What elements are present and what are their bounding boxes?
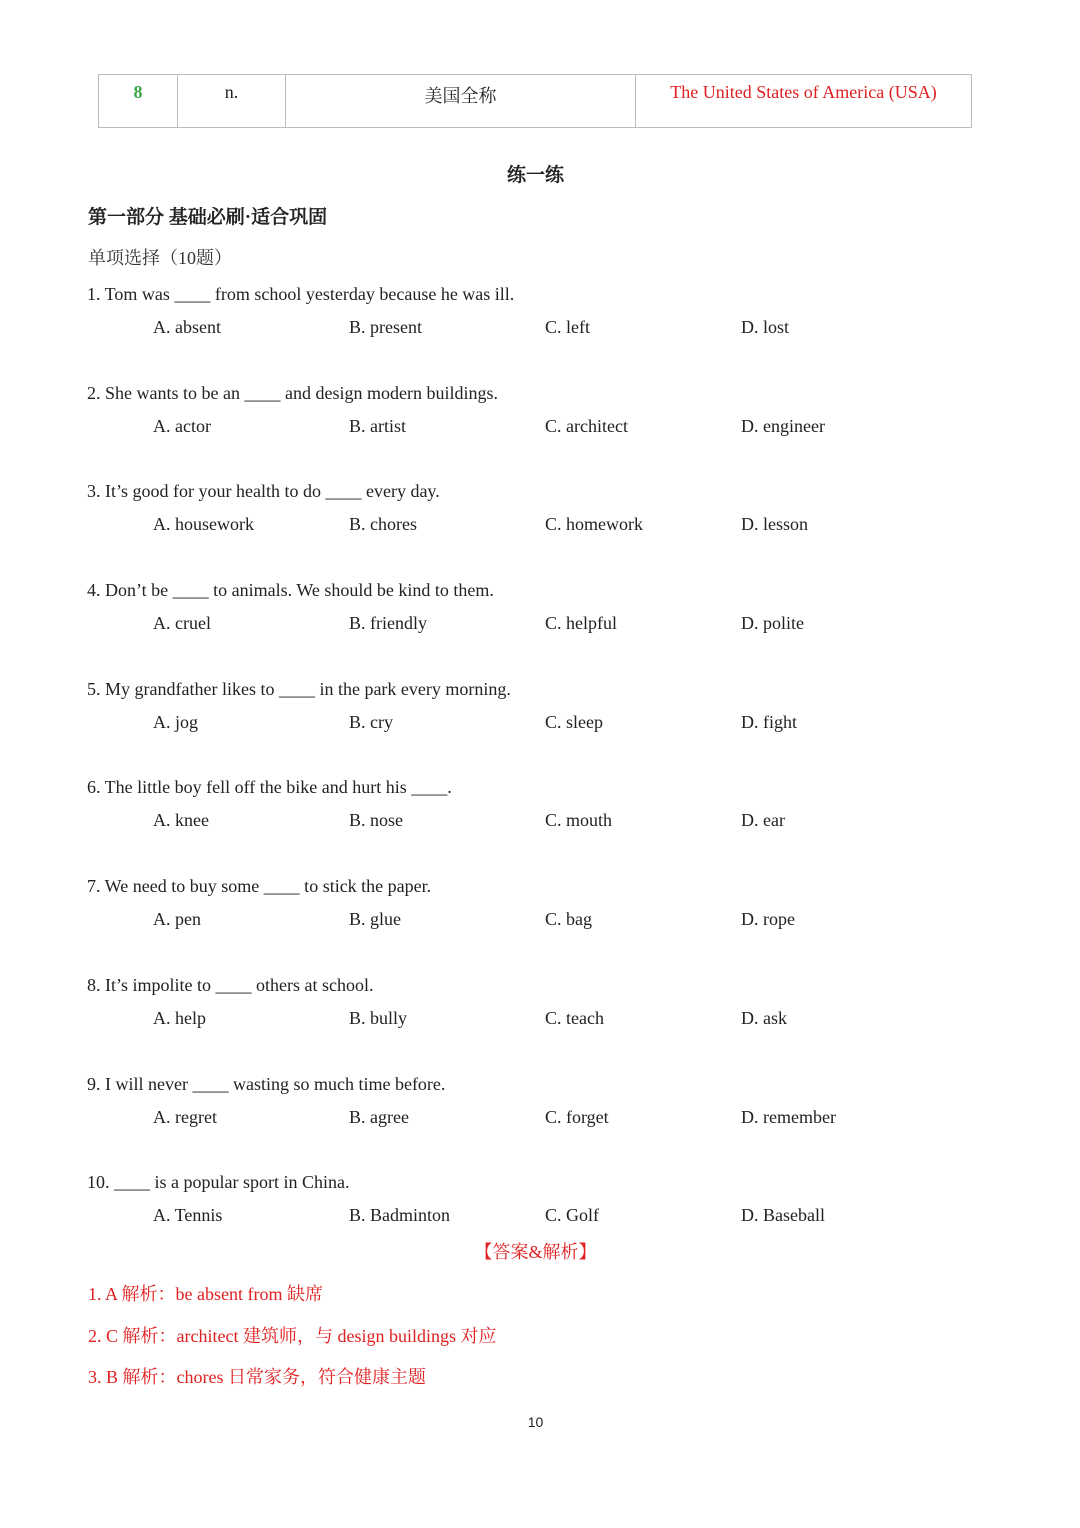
question-stem: 8. It’s impolite to ____ others at school. [87, 974, 374, 995]
question-stem: 1. Tom was ____ from school yesterday because he was ill. [87, 284, 515, 304]
question-options [87, 612, 987, 634]
sub-title: 单项选择（10题） [88, 248, 232, 268]
option-a: A. housework [153, 514, 254, 535]
option-d: D. Baseball [741, 1205, 825, 1226]
option-a: A. jog [153, 711, 198, 732]
option-c: C. bag [545, 909, 592, 930]
question-item [87, 875, 987, 974]
table-cell-part-of-speech: n. [178, 75, 286, 128]
option-d: D. polite [741, 613, 804, 634]
option-d: D. lost [741, 317, 790, 337]
answer-list [88, 1280, 496, 1405]
option-b: B. chores [349, 514, 417, 535]
option-d: D. engineer [741, 415, 825, 436]
question-stem: 2. She wants to be an ____ and design modern buildings. [87, 382, 498, 403]
table-row [99, 75, 972, 128]
table-cell-word: The United States of America (USA) [636, 75, 972, 128]
question-item [87, 579, 987, 678]
question-stem: 7. We need to buy some ____ to stick the paper. [87, 876, 432, 897]
question-options [87, 316, 987, 338]
question-options [87, 1007, 987, 1029]
question-stem: 4. Don’t be ____ to animals. We should be kind to them. [87, 580, 494, 601]
question-options [87, 908, 987, 930]
section-title: 练一练 [506, 165, 564, 186]
question-options [87, 1204, 987, 1226]
table-cell-meaning: 美国全称 [286, 75, 636, 128]
option-b: B. glue [349, 909, 401, 930]
option-a: A. absent [153, 317, 221, 337]
option-c: C. architect [545, 415, 628, 436]
answer-item: 2. C 解析：architect 建筑师，与 design buildings 对应 [88, 1325, 497, 1346]
question-item [87, 678, 987, 777]
question-item [87, 480, 987, 579]
option-b: B. present [349, 317, 422, 337]
option-b: B. Badminton [349, 1205, 451, 1226]
question-options [87, 1106, 987, 1128]
option-c: C. forget [545, 1106, 609, 1127]
question-item [87, 382, 987, 481]
option-d: D. lesson [741, 514, 808, 535]
question-list [87, 283, 987, 1270]
answer-item: 1. A 解析：be absent from 缺席 [88, 1284, 323, 1304]
option-c: C. homework [545, 514, 643, 535]
option-b: B. agree [349, 1106, 409, 1127]
option-d: D. ear [741, 810, 785, 831]
question-options [87, 513, 987, 535]
option-a: A. pen [153, 909, 201, 930]
answer-item: 3. B 解析：chores 日常家务，符合健康主题 [88, 1367, 426, 1387]
option-b: B. cry [349, 711, 393, 732]
option-d: D. rope [741, 909, 795, 930]
option-a: A. Tennis [153, 1205, 223, 1226]
option-c: C. teach [545, 1007, 604, 1028]
option-c: C. mouth [545, 810, 613, 831]
question-stem: 6. The little boy fell off the bike and hurt his ____. [87, 777, 452, 798]
option-c: C. Golf [545, 1205, 599, 1226]
option-a: A. help [153, 1007, 206, 1028]
question-options [87, 809, 987, 831]
option-d: D. remember [741, 1106, 836, 1127]
question-item [87, 1073, 987, 1172]
question-stem: 3. It’s good for your health to do ____ every day. [87, 481, 440, 502]
question-stem: 5. My grandfather likes to ____ in the park every morning. [87, 678, 511, 699]
vocab-table [98, 74, 972, 128]
option-c: C. sleep [545, 711, 603, 732]
question-options [87, 415, 987, 437]
question-item [87, 776, 987, 875]
question-stem: 9. I will never ____ wasting so much time before. [87, 1073, 446, 1094]
option-b: B. artist [349, 415, 406, 436]
question-item [87, 283, 987, 382]
option-d: D. fight [741, 711, 797, 732]
table-cell-number: 8 [99, 75, 178, 128]
option-a: A. cruel [153, 613, 211, 634]
page-number: 10 [527, 1414, 544, 1430]
option-a: A. regret [153, 1106, 217, 1127]
option-b: B. bully [349, 1007, 408, 1028]
option-a: A. actor [153, 415, 211, 436]
option-b: B. nose [349, 810, 403, 831]
option-c: C. left [545, 317, 590, 337]
answer-title: 【答案&解析】 [474, 1242, 597, 1262]
option-d: D. ask [741, 1007, 787, 1028]
question-options [87, 711, 987, 733]
question-item [87, 974, 987, 1073]
question-stem: 10. ____ is a popular sport in China. [87, 1172, 350, 1193]
option-b: B. friendly [349, 613, 427, 634]
option-a: A. knee [153, 810, 209, 831]
option-c: C. helpful [545, 613, 617, 634]
part-title: 第一部分 基础必刷·适合巩固 [88, 207, 328, 228]
